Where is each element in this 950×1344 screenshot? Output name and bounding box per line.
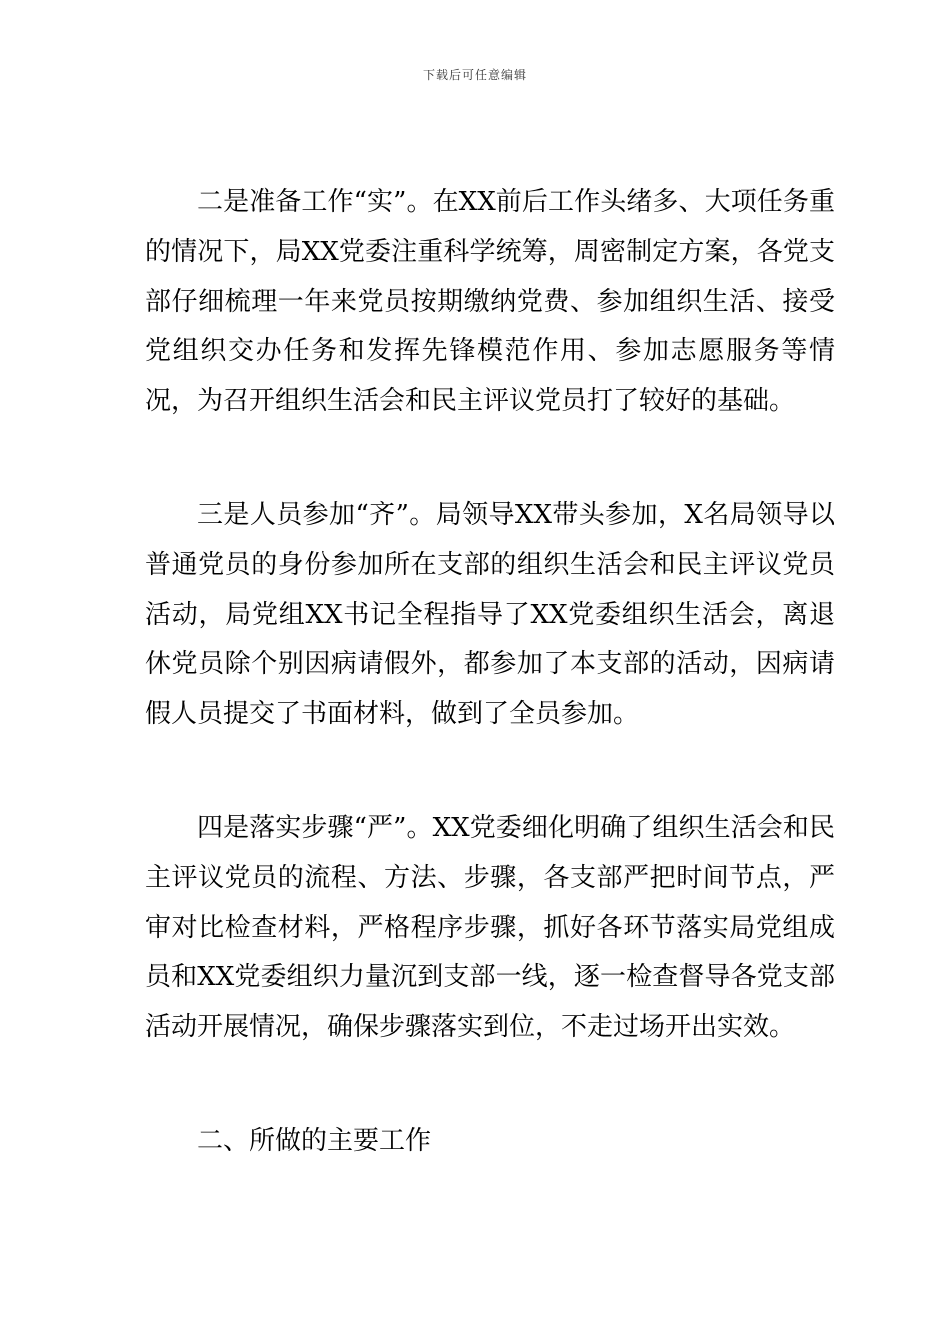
paragraph-preparation: 二是准备工作“实”。在XX前后工作头绪多、大项任务重的情况下，局XX党委注重科学统筹，周密制定方案，各党支部仔细梳理一年来党员按期缴纳党费、参加组织生活、接受党组织交办任务和发挥先锋模范作用、参加志愿服务等情况，为召开组织生活会和民主评议党员打了较好的基础。 bbox=[145, 187, 835, 417]
section-heading: 二、所做的主要工作 bbox=[197, 1125, 432, 1156]
page-header: 下载后可任意编辑 bbox=[422, 68, 527, 82]
paragraph-participation: 三是人员参加“齐”。局领导XX带头参加，X名局领导以普通党员的身份参加所在支部的组织生活会和民主评议党员活动，局党组XX书记全程指导了XX党委组织生活会，离退休党员除个别因病请假外，都参加了本支部的活动，因病请假人员提交了书面材料，做到了全员参加。 bbox=[145, 499, 835, 730]
document-body bbox=[145, 178, 835, 1167]
paragraph-implementation: 四是落实步骤“严”。XX党委细化明确了组织生活会和民主评议党员的流程、方法、步骤，各支部严把时间节点，严审对比检查材料，严格程序步骤，抓好各环节落实局党组成员和XX党委组织力量沉到支部一线，逐一检查督导各党支部活动开展情况，确保步骤落实到位，不走过场开出实效。 bbox=[145, 812, 835, 1043]
